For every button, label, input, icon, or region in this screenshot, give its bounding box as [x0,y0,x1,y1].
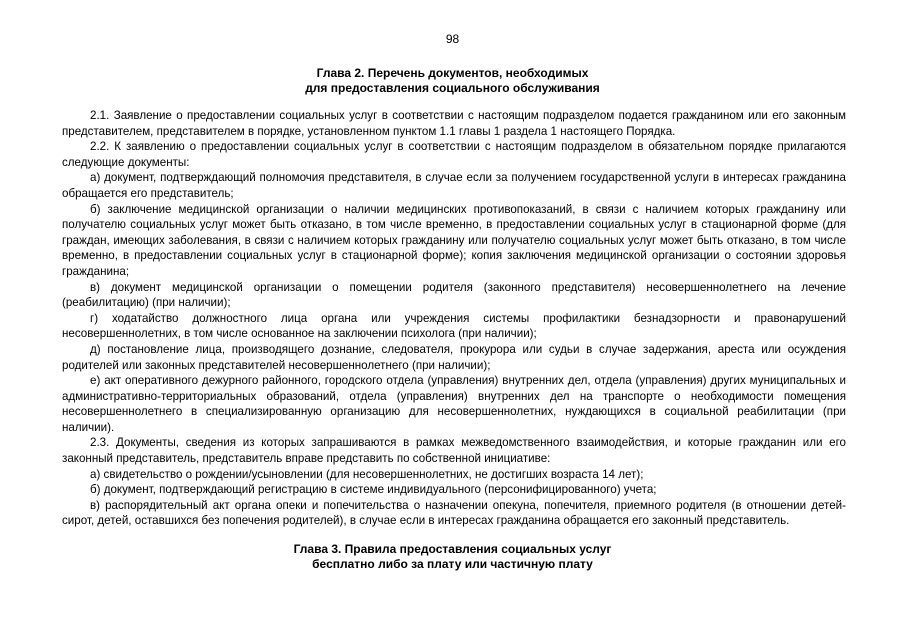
paragraph-2-2: 2.2. К заявлению о предоставлении социальных услуг в соответствии с настоящим подразделом в обязательном порядке прилагаются следующие документы: [62,140,846,169]
chapter-2-heading [0,66,905,96]
list-item-2-2-d: д) постановление лица, производящего дознание, следователя, прокурора или судьи в случае задержания, ареста или осуждения родителей или законных представителей несовершеннолетнего (при наличии); [62,342,846,372]
list-item-2-2-v: в) документ медицинской организации о помещении родителя (законного представителя) несовершеннолетнего на лечение (реабилитацию) (при наличии); [62,280,846,310]
list-item-2-3-b: б) документ, подтверждающий регистрацию в системе индивидуального (персонифицированного) учета; [90,483,657,497]
chapter-3-heading [0,542,905,572]
chapter-3-title-line-2: бесплатно либо за плату или частичную плату [312,557,593,571]
body-text [62,108,846,529]
list-item-2-2-g: г) ходатайство должностного лица органа или учреждения системы профилактики безнадзорности и правонарушений несовершеннолетних, в том числе основанное на заключении психолога (при наличии); [62,311,846,341]
chapter-2-title-line-2: для предоставления социального обслуживания [305,81,600,95]
list-item-2-2-a: а) документ, подтверждающий полномочия представителя, в случае если за получением государственной услуги в интересах гражданина обращается его представитель; [62,171,846,200]
list-item-2-2-e: е) акт оперативного дежурного районного, городского отдела (управления) внутренних дел, отдела (управления) других муниципальных и административно-территориальных образований, отдела (управления) внутренних дел на транспорте о необходимости помещения несовершеннолетнего в специализированную организацию для несовершеннолетних, нуждающихся в социальной реабилитации (при наличии). [62,374,846,434]
list-item-2-2-b: б) заключение медицинской организации о наличии медицинских противопоказаний, в связи с наличием которых гражданину или получателю социальных услуг может быть отказано, в том числе временно, в предоставлении социальных услуг в стационарной форме (для граждан, имеющих заболевания, в связи с наличием которых гражданину или получателю социальных услуг может быть отказано, в том числе временно, в предоставлении социальных услуг в стационарной форме); копия заключения медицинской организации о состоянии здоровья гражданина; [62,202,846,278]
paragraph-2-3: 2.3. Документы, сведения из которых запрашиваются в рамках межведомственного взаимодействия, и которые гражданин или его законный представитель, представитель вправе представить по собственной инициативе: [62,436,846,466]
chapter-2-title-line-1: Глава 2. Перечень документов, необходимых [316,66,589,80]
list-item-2-3-v: в) распорядительный акт органа опеки и попечительства о назначении опекуна, попечителя, приемного родителя (в отношении детей-сирот, детей, оставшихся без попечения родителей), в случае если в интересах гражданина обращается его законный представитель. [62,498,846,528]
chapter-3-title-line-1: Глава 3. Правила предоставления социальных услуг [293,542,612,556]
page-number: 98 [445,32,460,46]
paragraph-2-1: 2.1. Заявление о предоставлении социальных услуг в соответствии с настоящим подразделом подается гражданином или его законным представителем, представителем в порядке, установленном пунктом 1.1 главы 1 раздела 1 настоящего Порядка. [62,109,846,138]
list-item-2-3-a: а) свидетельство о рождении/усыновлении (для несовершеннолетних, не достигших возраста 14 лет); [90,467,644,481]
